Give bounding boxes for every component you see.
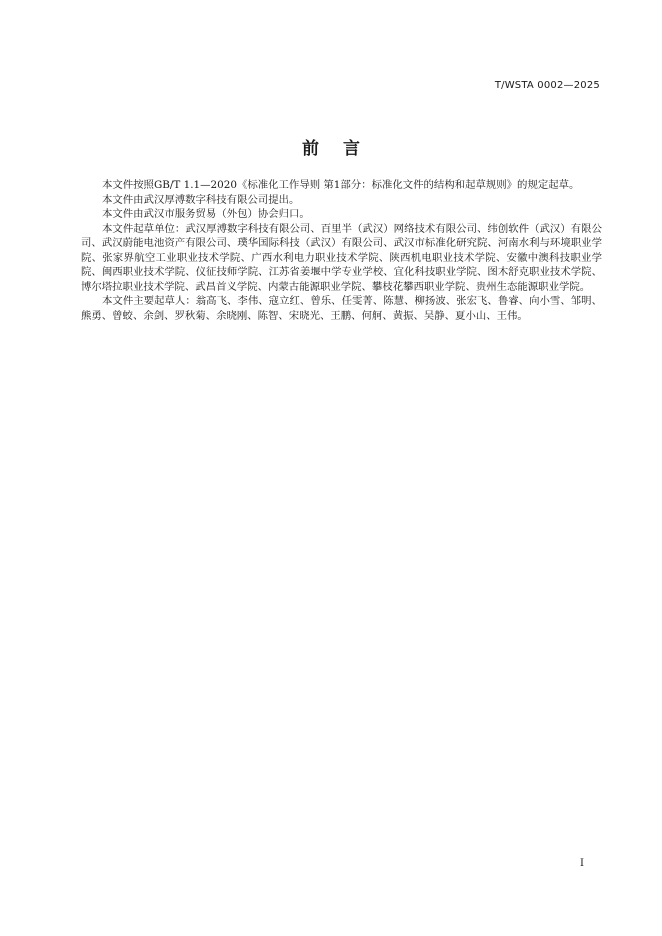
paragraph-administrator: 本文件由武汉市服务贸易（外包）协会归口。 — [102, 208, 310, 220]
paragraph-proposer: 本文件由武汉厚溥数字科技有限公司提出。 — [102, 193, 300, 206]
paragraph-drafting-rules: 本文件按照GB/T 1.1—2020《标准化工作导则 第1部分：标准化文件的结构和起草规则》的规定起草。 — [102, 179, 580, 191]
page-title: 前言 — [302, 139, 384, 159]
paragraph-drafting-units: 本文件起草单位：武汉厚溥数字科技有限公司、百里半（武汉）网络技术有限公司、纬创软件（武汉）有限公司、武汉蔚能电池资产有限公司、璞华国际科技（武汉）有限公司、武汉市标准化研究院、河南水利与环境职业学院、张家界航空工业职业技术学院、广西水利电力职业技术学院、陕西机电职业技术学院、安徽中澳科技职业学院、闽西职业技术学院、仪征技师学院、江苏省姜堰中学专业学校、宜化科技职业学院、图木舒克职业技术学院、博尔塔拉职业技术学院、武昌首义学院、内蒙古能源职业学院、攀枝花攀西职业学院、贵州生态能源职业学院。 — [81, 222, 602, 293]
paragraph-drafters: 本文件主要起草人：翁高飞、李伟、寇立红、曾乐、任雯菁、陈慧、柳扬波、张宏飞、鲁睿、向小雪、邹明、熊勇、曾蛟、余剑、罗秋菊、余晓刚、陈智、宋晓光、王鹏、何舸、黄振、吴静、夏小山、王伟。 — [81, 295, 602, 322]
body-text — [81, 178, 602, 323]
page-number: I — [580, 858, 584, 869]
document-code: T/WSTA 0002—2025 — [494, 80, 600, 91]
